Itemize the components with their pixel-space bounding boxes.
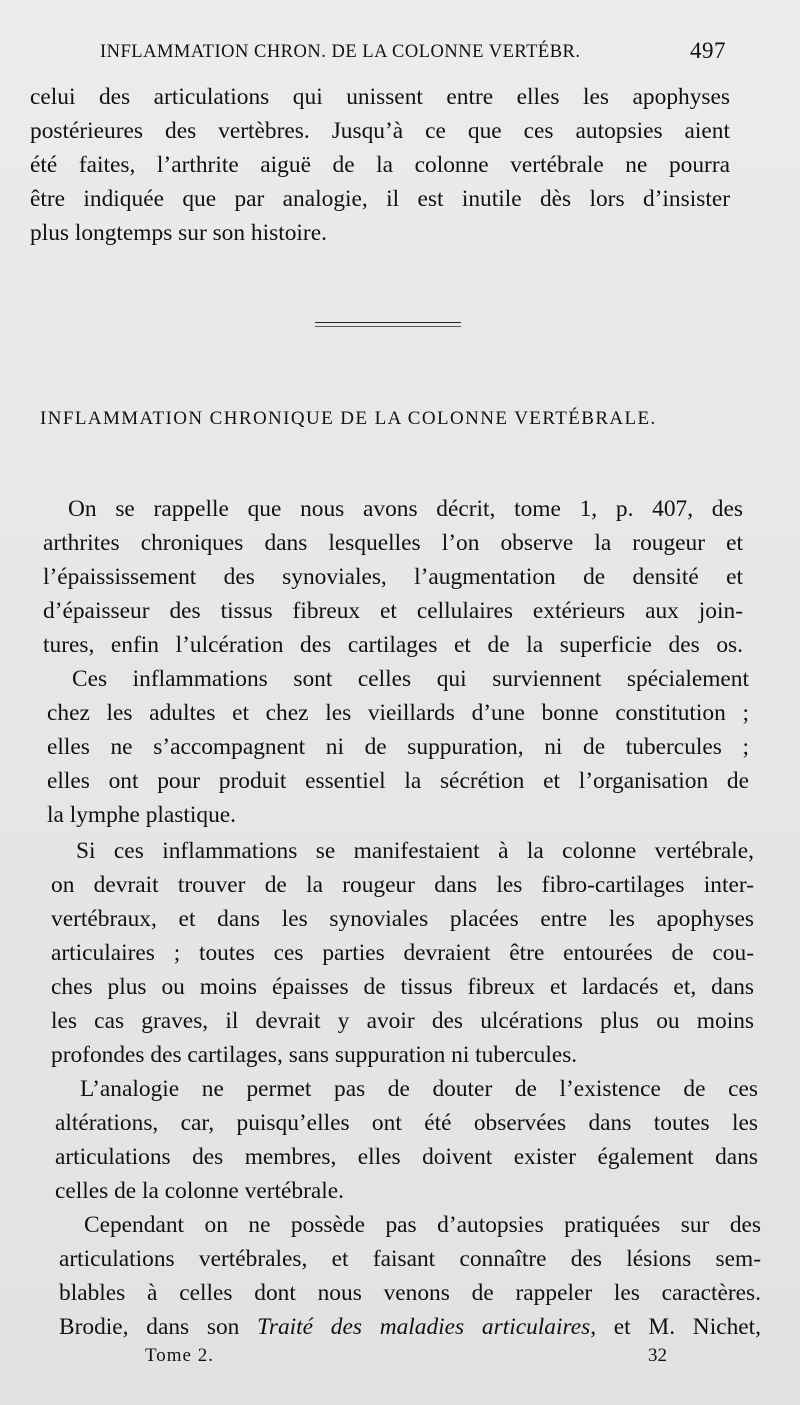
text-line: d’épaisseur des tissus fibreux et cellulaires extérieurs aux join- [43, 598, 743, 624]
text-line: celles de la colonne vertébrale. [55, 1178, 344, 1204]
text-line: Ces inflammations sont celles qui surviennent spécialement [72, 666, 749, 692]
text-line: vertébraux, et dans les synoviales placées entre les apophyses [51, 906, 754, 932]
text-line: tures, enfin l’ulcération des cartilages et de la superficie des os. [43, 632, 743, 658]
text-line: les cas graves, il devrait y avoir des ulcérations plus ou moins [51, 1008, 754, 1034]
section-heading: INFLAMMATION CHRONIQUE DE LA COLONNE VERTÉBRALE. [40, 408, 657, 429]
section-divider [315, 322, 461, 327]
paragraph [55, 1072, 758, 1208]
top-paragraph [30, 80, 730, 250]
text-line: été faites, l’arthrite aiguë de la colonne vertébrale ne pourra [30, 152, 730, 178]
page-number: 497 [690, 38, 726, 63]
text-line: celui des articulations qui unissent entre elles les apophyses [30, 84, 730, 110]
text-run: Brodie, dans son [59, 1314, 258, 1340]
text-line: elles ne s’accompagnent ni de suppuration, ni de tubercules ; [47, 734, 749, 760]
text-line: chez les adultes et chez les vieillards d’une bonne constitution ; [47, 700, 749, 726]
book-title-italic: Traité des maladies articulaires [257, 1314, 591, 1340]
text-line: on devrait trouver de la rougeur dans les fibro-cartilages inter- [51, 872, 754, 898]
text-line: altérations, car, puisqu’elles ont été observées dans toutes les [55, 1110, 758, 1136]
text-line: plus longtemps sur son histoire. [30, 220, 327, 246]
text-line: ches plus ou moins épaisses de tissus fibreux et lardacés et, dans [51, 974, 754, 1000]
text-line: profondes des cartilages, sans suppuration ni tubercules. [51, 1042, 578, 1068]
paragraph [47, 662, 749, 832]
text-line: elles ont pour produit essentiel la sécrétion et l’organisation de [47, 768, 749, 794]
text-line: Cependant on ne possède pas d’autopsies pratiquées sur des [84, 1212, 761, 1238]
text-line: articulations vertébrales, et faisant connaître des lésions sem- [59, 1246, 761, 1272]
text-line: être indiquée que par analogie, il est inutile dès lors d’insister [30, 186, 730, 212]
text-line: blables à celles dont nous venons de rappeler les caractères. [59, 1280, 761, 1306]
text-run: , et M. Nichet, [590, 1314, 761, 1340]
paragraph [59, 1208, 761, 1344]
text-line [59, 1310, 761, 1344]
text-line: l’épaississement des synoviales, l’augmentation de densité et [43, 564, 743, 590]
text-line: articulations des membres, elles doivent exister également dans [55, 1144, 758, 1170]
running-title: INFLAMMATION CHRON. DE LA COLONNE VERTÉBR. [100, 42, 581, 62]
text-line: la lymphe plastique. [47, 802, 237, 828]
text-line: On se rappelle que nous avons décrit, tome 1, p. 407, des [68, 496, 743, 522]
text-line: Si ces inflammations se manifestaient à la colonne vertébrale, [76, 838, 754, 864]
paragraph [43, 492, 743, 662]
text-line: L’analogie ne permet pas de douter de l’existence de ces [80, 1076, 758, 1102]
sheet-number: 32 [648, 1345, 667, 1366]
text-line: articulaires ; toutes ces parties devraient être entourées de cou- [51, 940, 754, 966]
text-line: postérieures des vertèbres. Jusqu’à ce que ces autopsies aient [30, 118, 730, 144]
text-line: arthrites chroniques dans lesquelles l’on observe la rougeur et [43, 530, 743, 556]
volume-signature: Tome 2. [145, 1345, 214, 1366]
paragraph [51, 834, 754, 1072]
